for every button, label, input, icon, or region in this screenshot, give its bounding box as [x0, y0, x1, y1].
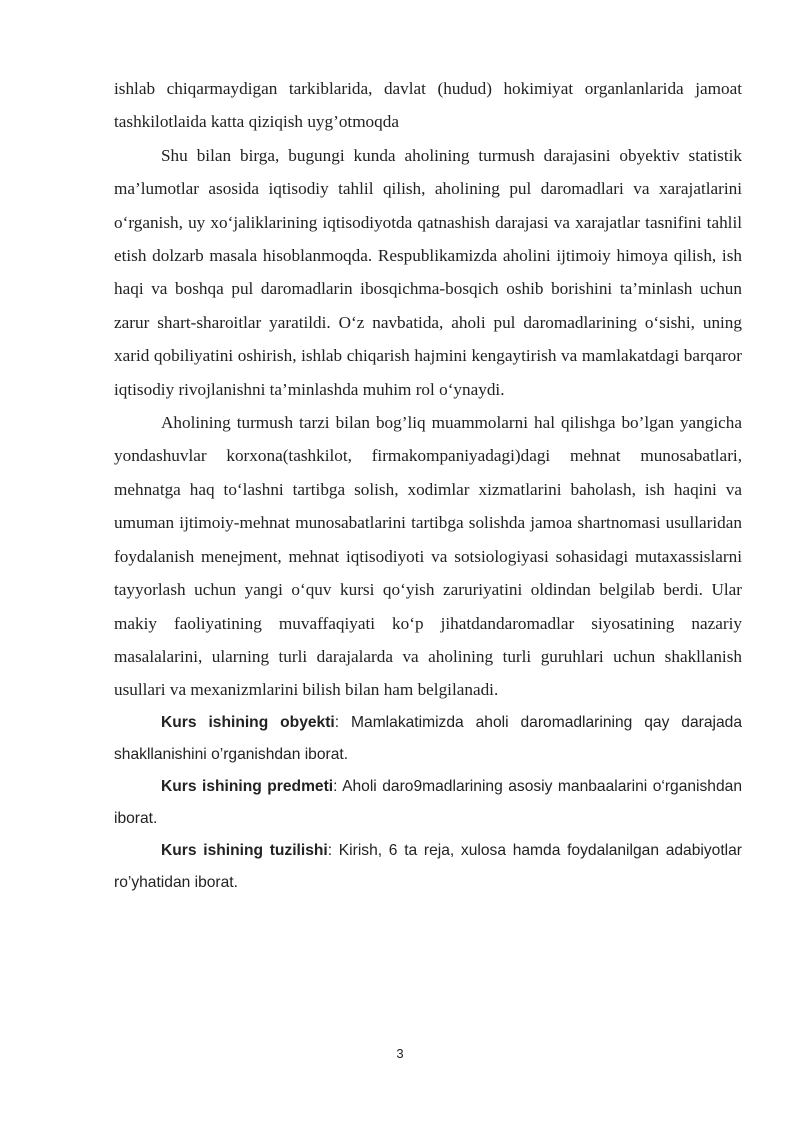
course-object-label: Kurs ishining obyekti [161, 713, 335, 731]
course-object-paragraph [114, 707, 742, 771]
paragraph-intro-continuation: ishlab chiqarmaydigan tarkiblarida, davlat (hudud) hokimiyat organlanlarida jamoat tashkilotlaida katta qiziqish uyg’otmoqda [114, 79, 742, 132]
paragraph-living-standards: Shu bilan birga, bugungi kunda aholining turmush darajasini obyektiv statistik ma’lumotlar asosida iqtisodiy tahlil qilish, aholining pul daromadlari va xarajatlarini o‘rganish, uy xo‘jaliklarining iqtisodiyotda qatnashish darajasi va xarajatlar tasnifini tahlil etish dolzarb masala hisoblanmoqda. Respublikamizda aholini ijtimoiy himoya qilish, ish haqi va boshqa pul daromadlarin ibosqichma-bosqich oshib borishini ta’minlash uchun zarur shart-sharoitlar yaratildi. O‘z navbatida, aholi pul daromadlarining o‘sishi, uning xarid qobiliyatini oshirish, ishlab chiqarish hajmini kengaytirish va mamlakatdagi barqaror iqtisodiy rivojlanishni ta’minlashda muhim rol o‘ynaydi. [114, 145, 742, 399]
course-structure-paragraph [114, 835, 742, 899]
course-structure-label: Kurs ishining tuzilishi [161, 841, 328, 859]
course-object-text: : Mamlakatimizda aholi daromadlarining qay darajada shakllanishini o’rganishdan iborat. [114, 713, 743, 763]
course-subject-text: : Aholi daro9madlarining asosiy manbaalarini o‘rganishdan iborat. [114, 777, 742, 827]
course-subject-paragraph [114, 771, 742, 835]
paragraph-new-approaches: Aholining turmush tarzi bilan bog’liq muammolarni hal qilishga bo’lgan yangicha yondashuvlar korxona(tashkilot, firmakompaniyadagi)dagi mehnat munosabatlari, mehnatga haq to‘lashni tartibga solish, xodimlar xizmatlarini baholash, ish haqini va umuman ijtimoiy-mehnat munosabatlarini tartibga solishda jamoa shartnomasi usullaridan foydalanish menejment, mehnat iqtisodiyoti va sotsiologiyasi sohasidagi mutaxassislarni tayyorlash uchun yangi o‘quv kursi qo‘yish zaruriyatini oldindan belgilab berdi. Ular makiy faoliyatining muvaffaqiyati ko‘p jihatdandaromadlar siyosatining nazariy masalalarini, ularning turli darajalarda va aholining turli guruhlari uchun shakllanish usullari va mexanizmlarini bilish bilan ham belgilanadi. [114, 413, 742, 700]
course-subject-label: Kurs ishining predmeti [161, 777, 334, 795]
document-body [114, 72, 742, 899]
course-structure-text: : Kirish, 6 ta reja, xulosa hamda foydalanilgan adabiyotlar ro’yhatidan iborat. [114, 841, 742, 891]
page-number: 3 [396, 1046, 404, 1061]
